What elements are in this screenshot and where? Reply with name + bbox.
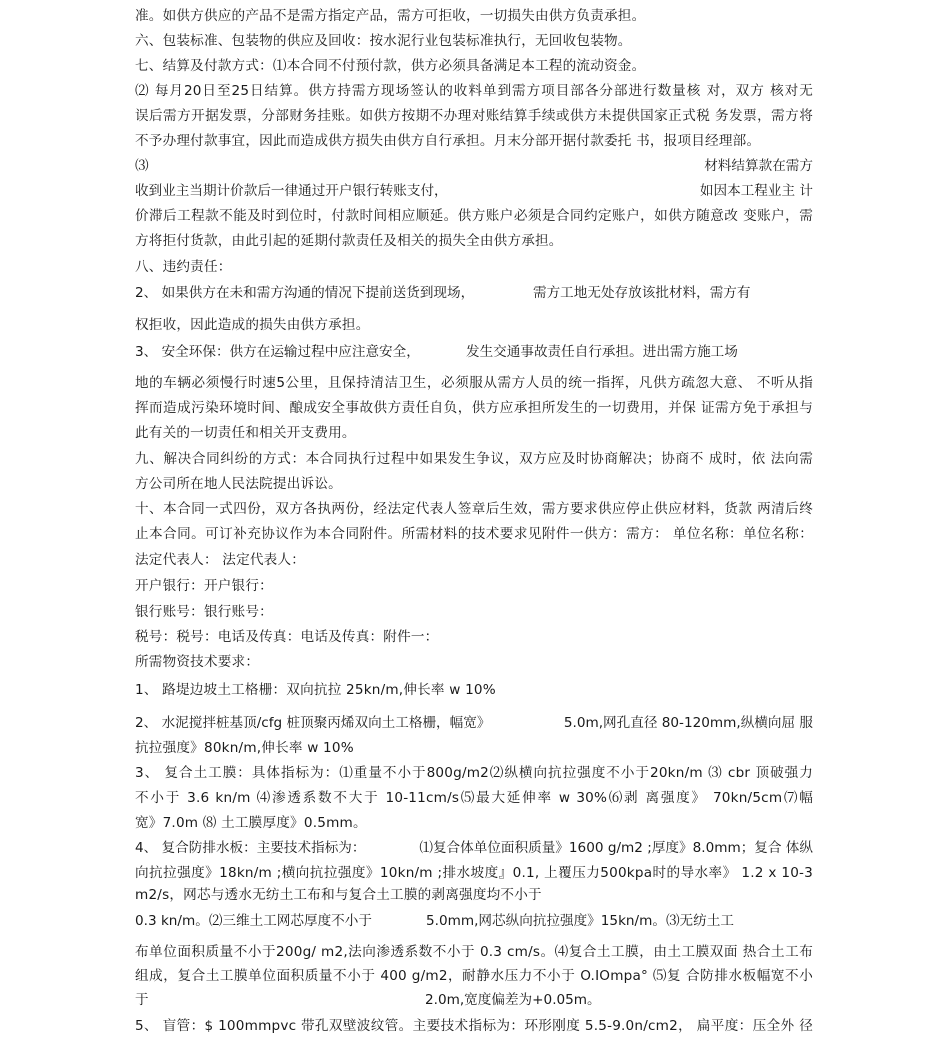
text-line: 此有关的一切责任和相关开支费用。	[135, 425, 356, 441]
text-line: 地的车辆必须慢行时速5公里，且保持清洁卫生，必须服从需方人员的统一指挥，凡供方疏忽大意、 不听从指	[135, 375, 813, 391]
text-fragment: 于	[135, 992, 149, 1008]
section-10-copies: 十、本合同一式四份，双方各执两份，经法定代表人签章后生效，需方要求供应停止供应材料，货款 两清后终	[135, 501, 813, 517]
text-line: 方将拒付货款，由此引起的延期付款责任及相关的损失全由供方承担。	[135, 233, 563, 249]
text-line: 宽》7.0m ⑻ 土工膜厚度》0.5mm。	[135, 815, 367, 831]
text-line: 价滞后工程款不能及时到位时，付款时间相应顺延。供方账户必须是合同约定账户，如供方随意改 变账户，需	[135, 208, 813, 224]
text-line: 止本合同。可订补充协议作为本合同附件。所需材料的技术要求见附件一供方：需方： 单位名称：单位名称：	[135, 526, 813, 542]
text-fragment: 4、 复合防排水板：主要技术指标为：	[135, 840, 366, 856]
text-fragment: 如因本工程业主 计	[699, 183, 813, 199]
text-fragment: 5.0mm,网芯纵向抗拉强度》15kn/m。⑶无纺土工	[426, 913, 734, 929]
text-fragment: 发生交通事故责任自行承担。进出需方施工场	[466, 344, 738, 360]
text-fragment: 2.0m,宽度偏差为+0.05m。	[425, 992, 601, 1008]
item-number: ⑶	[135, 158, 149, 174]
text-line: 向抗拉强度》18kn/m ;横向抗拉强度》10kn/m ;排水坡度』0.1, 上覆压力500kpa时的导水率》 1.2 x 10-3	[135, 865, 813, 881]
text-line: 权拒收，因此造成的损失由供方承担。	[135, 317, 370, 333]
text-line: 组成，复合土工膜单位面积质量不小于 400 g/m2，耐静水压力不小于 O.IOmpa° ⑸复 合防排水板幅宽不小	[135, 968, 813, 984]
section-8-liability: 八、违约责任：	[135, 259, 232, 275]
tax-field: 税号：税号：电话及传真：电话及传真：附件一：	[135, 629, 439, 645]
text-line: 准。如供方供应的产品不是需方指定产品，需方可拒收，一切损失由供方负责承担。	[135, 8, 646, 24]
spec-item: 3、 复合土工膜：具体指标为：⑴重量不小于800g/m2⑵纵横向抗拉强度不小于20kn/m ⑶ cbr 顶破强力	[135, 765, 813, 781]
spec-item: 1、 路堤边坡土工格栅：双向抗拉 25kn/m,伸长率 w 10%	[135, 682, 496, 698]
text-line: 不小于 3.6 kn/m ⑷渗透系数不大于 10-11cm/s⑸最大延伸率 w 30%⑹剥 离强度》 70kn/5cm⑺幅	[135, 790, 813, 806]
text-fragment: 2、 如果供方在未和需方沟通的情况下提前送货到现场，	[135, 285, 475, 301]
text-fragment: 需方工地无处存放该批材料，需方有	[533, 285, 751, 301]
text-line: 不予办理付款事宜，因此而造成供方损失由供方自行承担。月末分部开据付款委托 书，报项目经理部。	[135, 133, 761, 149]
text-line: ⑵ 每月20日至25日结算。供方持需方现场签认的收料单到需方项目部各分部进行数量核 对，双方 核对无	[135, 83, 813, 99]
spec-item: 5、 盲管：$ 100mmpvc 带孔双壁波纹管。主要技术指标为：环形刚度 5.5-9.0n/cm2， 扁平度：压全外 径	[135, 1018, 813, 1034]
text-fragment: ⑴复合体单位面积质量》1600 g/m2 ;厚度》8.0mm；复合 体纵	[419, 840, 813, 856]
bank-field: 开户银行：开户银行：	[135, 578, 273, 594]
text-line: 抗拉强度》80kn/m,伸长率 w 10%	[135, 740, 354, 756]
text-fragment: 0.3 kn/m。⑵三维土工网芯厚度不小于	[135, 913, 372, 929]
text-fragment: 5.0m,网孔直径 80-120mm,纵横向屈 服	[563, 715, 813, 731]
text-line: m2/s，网芯与透水无纺土工布和与复合土工膜的剥离强度均不小于	[135, 887, 542, 903]
text-line: 方公司所在地人民法院提出诉讼。	[135, 476, 342, 492]
section-9-disputes: 九、解决合同纠纷的方式：本合同执行过程中如果发生争议，双方应及时协商解决；协商不 成时，依 法向需	[135, 451, 813, 467]
text-line: 误后需方开据发票，分部财务挂账。如供方按期不办理对账结算手续或供方未提供国家正式税 务发票，需方将	[135, 108, 813, 124]
text-fragment: 材料结算款在需方	[704, 158, 813, 174]
appendix-heading: 所需物资技术要求：	[135, 654, 260, 670]
text-line: 挥而造成污染环境时间、酿成安全事故供方责任自负，供方应承担所发生的一切费用，并保 证需方免于承担与	[135, 400, 813, 416]
text-fragment: 3、 安全环保：供方在运输过程中应注意安全，	[135, 344, 420, 360]
account-field: 银行账号：银行账号：	[135, 604, 273, 620]
text-line: 布单位面积质量不小于200g/ m2,法向渗透系数不小于 0.3 cm/s。⑷复合土工膜，由土工膜双面 热合土工布	[135, 944, 813, 960]
text-fragment: 收到业主当期计价款后一律通过开户银行转账支付，	[135, 183, 448, 199]
text-fragment: 2、 水泥搅拌桩基顶/cfg 桩顶聚丙烯双向土工格栅，幅宽》	[135, 715, 491, 731]
signature-field: 法定代表人： 法定代表人：	[135, 552, 306, 568]
section-7-settlement: 七、结算及付款方式：⑴本合同不付预付款，供方必须具备满足本工程的流动资金。	[135, 58, 646, 74]
section-6-packaging: 六、包装标准、包装物的供应及回收：按水泥行业包装标准执行，无回收包装物。	[135, 33, 632, 49]
